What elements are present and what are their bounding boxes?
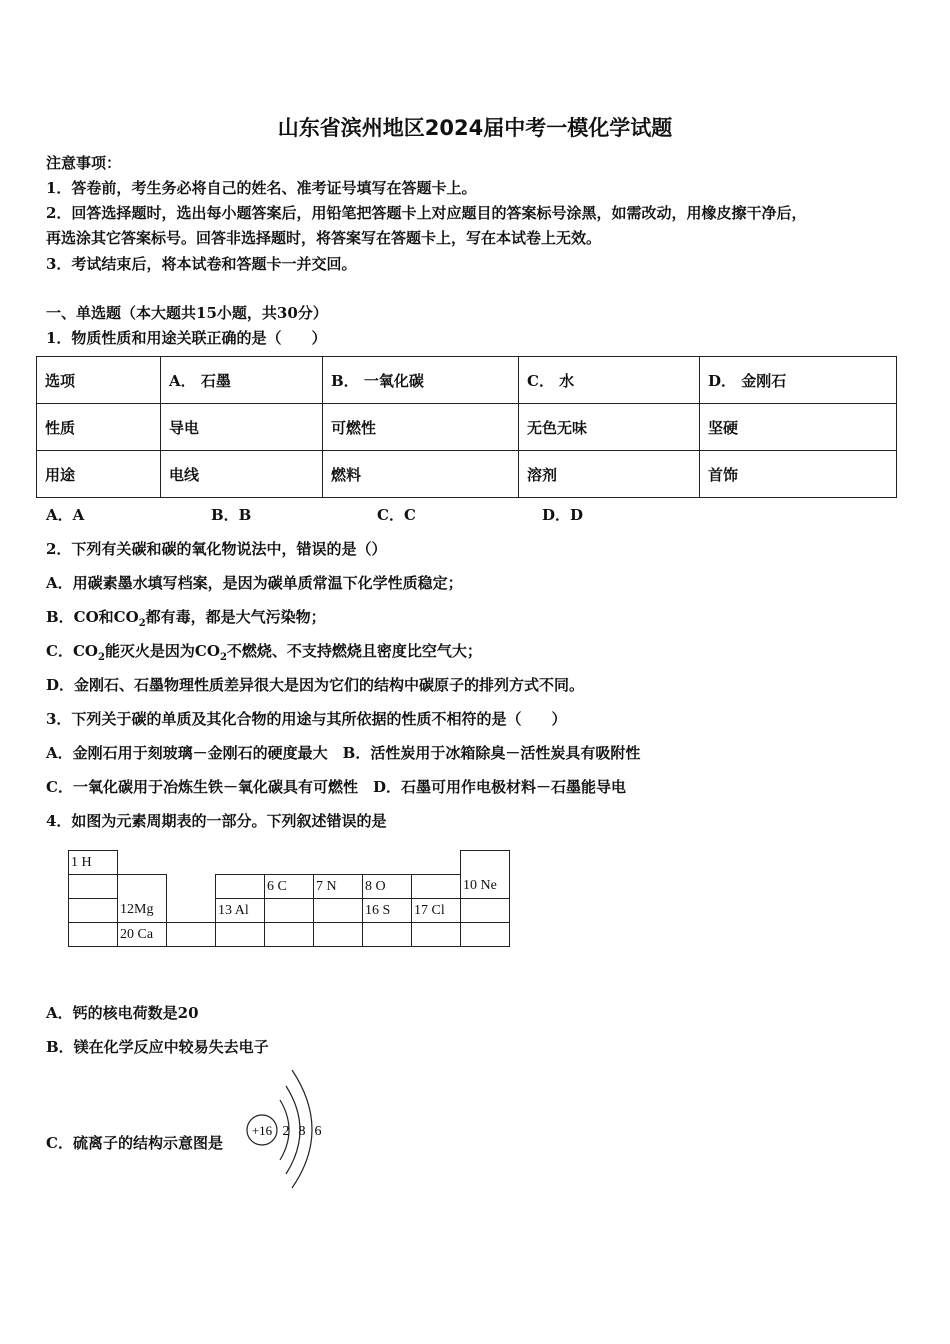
q2-stem: 2．下列有关碳和碳的氧化物说法中，错误的是（）	[46, 540, 387, 558]
q1-table	[36, 356, 897, 498]
empty-cell	[265, 851, 314, 875]
q1-choice-c: C．C	[377, 506, 416, 524]
table-cell: A． 石墨	[161, 357, 323, 404]
empty-cell	[216, 923, 265, 947]
subscript: 2	[97, 652, 105, 663]
empty-cell	[412, 875, 461, 899]
table-cell: 电线	[161, 451, 323, 498]
q4-option-c: C．硫离子的结构示意图是	[46, 1134, 223, 1152]
page-title: 山东省滨州地区2024届中考一模化学试题	[277, 116, 673, 140]
sulfur-ion-structure-diagram	[238, 1062, 338, 1192]
empty-cell	[363, 923, 412, 947]
element-cell: 17 Cl	[412, 899, 461, 923]
empty-cell	[216, 851, 265, 875]
empty-cell	[167, 875, 216, 899]
q2-c-text: C．CO	[46, 642, 98, 660]
shell-electron-count: 6	[314, 1124, 322, 1139]
empty-cell	[314, 899, 363, 923]
table-cell: B． 一氧化碳	[323, 357, 519, 404]
empty-cell	[69, 899, 118, 923]
notes-heading: 注意事项：	[46, 154, 122, 172]
q1-choice-a: A．A	[46, 506, 85, 524]
subscript: 2	[138, 618, 146, 629]
q3-options-ab: A．金刚石用于刻玻璃－金刚石的硬度最大 B．活性炭用于冰箱除臭－活性炭具有吸附性	[46, 744, 641, 762]
table-cell: 选项	[37, 357, 161, 404]
table-row	[69, 899, 510, 923]
q2-option-c	[46, 640, 482, 663]
empty-cell	[118, 851, 167, 875]
subscript: 2	[219, 652, 227, 663]
q1-choice-d: D．D	[542, 506, 584, 524]
q2-c-text: 能灭火是因为CO	[104, 642, 220, 660]
empty-cell	[412, 923, 461, 947]
table-cell: 首饰	[700, 451, 897, 498]
table-cell: 溶剂	[519, 451, 700, 498]
q1-choice-b: B．B	[211, 506, 252, 524]
table-cell: D． 金刚石	[700, 357, 897, 404]
q2-option-a: A．用碳素墨水填写档案，是因为碳单质常温下化学性质稳定；	[46, 574, 463, 592]
table-row	[37, 451, 897, 498]
note-2a: 2．回答选择题时，选出每小题答案后，用铅笔把答题卡上对应题目的答案标号涂黑，如需改动，用橡皮擦干净后，	[46, 204, 807, 222]
element-cell: 10 Ne	[461, 875, 510, 899]
q1-stem: 1．物质性质和用途关联正确的是（ ）	[46, 329, 327, 347]
element-cell: 13 Al	[216, 899, 265, 923]
element-cell: 12Mg	[118, 899, 167, 923]
empty-cell	[167, 899, 216, 923]
shell-electron-count: 2	[282, 1124, 290, 1139]
empty-cell	[69, 923, 118, 947]
table-row	[69, 851, 510, 875]
empty-cell	[461, 851, 510, 875]
empty-cell	[314, 851, 363, 875]
empty-cell	[461, 899, 510, 923]
table-row	[69, 875, 510, 899]
note-3: 3．考试结束后，将本试卷和答题卡一并交回。	[46, 255, 357, 273]
q2-b-text: B．CO和CO	[46, 608, 139, 626]
table-cell: 坚硬	[700, 404, 897, 451]
element-cell: 7 N	[314, 875, 363, 899]
q2-option-d: D．金刚石、石墨物理性质差异很大是因为它们的结构中碳原子的排列方式不同。	[46, 676, 585, 694]
section-heading: 一、单选题（本大题共15小题，共30分）	[46, 304, 328, 322]
empty-cell	[461, 923, 510, 947]
empty-cell	[69, 875, 118, 899]
note-2b: 再选涂其它答案标号。回答非选择题时，将答案写在答题卡上，写在本试卷上无效。	[46, 229, 602, 247]
table-row	[69, 923, 510, 947]
table-cell: 用途	[37, 451, 161, 498]
empty-cell	[412, 851, 461, 875]
q2-b-text: 都有毒，都是大气污染物；	[145, 608, 326, 626]
table-cell: 性质	[37, 404, 161, 451]
empty-cell	[363, 851, 412, 875]
empty-cell	[167, 923, 216, 947]
empty-cell	[216, 875, 265, 899]
table-cell: 无色无味	[519, 404, 700, 451]
element-cell: 16 S	[363, 899, 412, 923]
element-cell: 8 O	[363, 875, 412, 899]
q2-c-text: 不燃烧、不支持燃烧且密度比空气大；	[226, 642, 482, 660]
empty-cell	[265, 899, 314, 923]
empty-cell	[314, 923, 363, 947]
empty-cell	[265, 923, 314, 947]
q2-option-b	[46, 606, 326, 629]
periodic-table-fragment	[68, 850, 510, 947]
empty-cell	[118, 875, 167, 899]
element-cell: 6 C	[265, 875, 314, 899]
note-1: 1．答卷前，考生务必将自己的姓名、准考证号填写在答题卡上。	[46, 179, 477, 197]
table-cell: C． 水	[519, 357, 700, 404]
shell-electron-count: 8	[298, 1124, 306, 1139]
q4-stem: 4．如图为元素周期表的一部分。下列叙述错误的是	[46, 812, 387, 830]
table-cell: 可燃性	[323, 404, 519, 451]
nucleus-charge: +16	[251, 1123, 273, 1138]
q3-stem: 3．下列关于碳的单质及其化合物的用途与其所依据的性质不相符的是（ ）	[46, 710, 567, 728]
element-cell: 1 H	[69, 851, 118, 875]
q4-option-a: A．钙的核电荷数是20	[46, 1004, 199, 1022]
q4-option-b: B．镁在化学反应中较易失去电子	[46, 1038, 269, 1056]
table-row	[37, 357, 897, 404]
table-row	[37, 404, 897, 451]
empty-cell	[167, 851, 216, 875]
table-cell: 导电	[161, 404, 323, 451]
table-cell: 燃料	[323, 451, 519, 498]
q3-options-cd: C．一氧化碳用于冶炼生铁－氧化碳具有可燃性 D．石墨可用作电极材料－石墨能导电	[46, 778, 626, 796]
element-cell: 20 Ca	[118, 923, 167, 947]
